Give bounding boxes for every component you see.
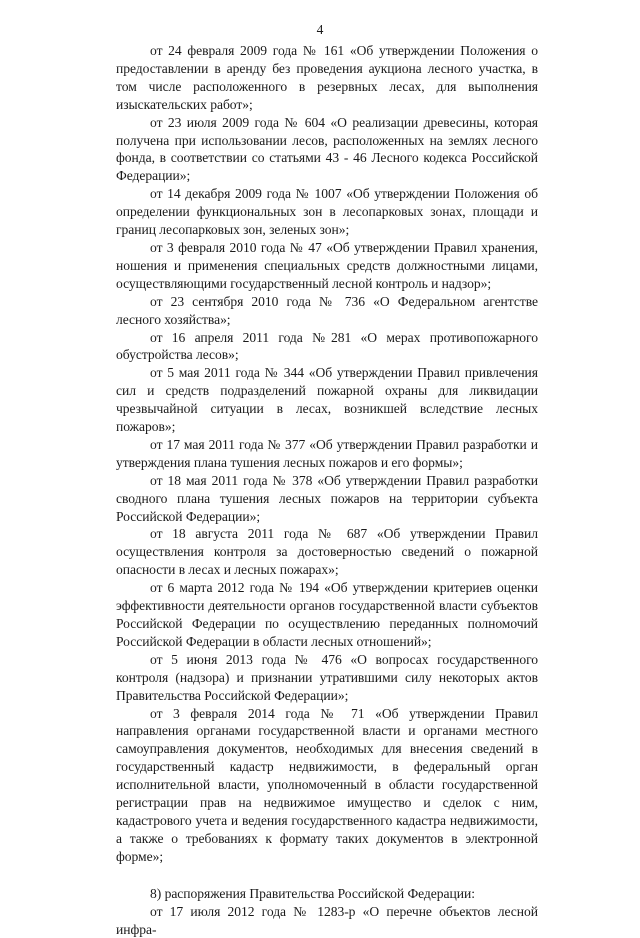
list-item: от 14 декабря 2009 года № 1007 «Об утверждении Положения об определении функциональных зон в лесопарковых зонах, площади и границ лесопарковых зон, зеленых зон»; xyxy=(116,186,538,238)
list-item: от 5 июня 2013 года № 476 «О вопросах государственного контроля (надзора) и признании утратившими силу некоторых актов Правительства Российской Федерации»; xyxy=(116,651,538,703)
list-item: от 3 февраля 2014 года № 71 «Об утверждении Правил направления органами государственной власти и органами местного самоуправления документов, необходимых для внесения сведений в государственный кадастр недвижимости, в федеральный орган исполнительной власти, уполномоченный в области государственной регистрации прав на недвижимое имущество и сделок с ним, кадастрового учета и ведения государственного кадастра недвижимости, а также о требованиях к формату таких документов в электронной форме»; xyxy=(116,705,538,864)
list-item: от 5 мая 2011 года № 344 «Об утверждении Правил привлечения сил и средств подразделений пожарной охраны для ликвидации чрезвычайной ситуации в лесах, возникшей вследствие лесных пожаров»; xyxy=(116,365,538,435)
list-item: от 16 апреля 2011 года №281 «О мерах противопожарного обустройства лесов»; xyxy=(116,329,538,363)
list-item: от 17 мая 2011 года № 377 «Об утверждении Правил разработки и утверждения плана тушения лесных пожаров и его формы»; xyxy=(116,436,538,470)
list-item: от 23 июля 2009 года № 604 «О реализации древесины, которая получена при использовании лесов, расположенных на землях лесного фонда, в соответствии со статьями 43 - 46 Лесного кодекса Российской Федерации»; xyxy=(116,114,538,184)
list-item: от 3 февраля 2010 года № 47 «Об утверждении Правил хранения, ношения и применения специальных средств должностными лицами, осуществляющими государственный лесной контроль и надзор»; xyxy=(116,239,538,291)
list-item: от 17 июля 2012 года № 1283-р «О перечне объектов лесной инфра- xyxy=(116,903,538,937)
page-number: 4 xyxy=(316,22,324,37)
document-body xyxy=(116,42,538,938)
section-heading: 8) распоряжения Правительства Российской Федерации: xyxy=(150,885,475,901)
list-item: от 6 марта 2012 года № 194 «Об утверждении критериев оценки эффективности деятельности органов государственной власти субъектов Российской Федерации по осуществлению переданных полномочий Российской Федерации в области лесных отношений»; xyxy=(116,580,538,649)
list-item: от 18 мая 2011 года № 378 «Об утверждении Правил разработки сводного плана тушения лесных пожаров на территории субъекта Российской Федерации»; xyxy=(116,472,538,524)
list-item: от 24 февраля 2009 года № 161 «Об утверждении Положения о предоставлении в аренду без проведения аукциона лесного участка, в том числе расположенного в резервных лесах, для выполнения изыскательских работ»; xyxy=(116,43,538,112)
list-item: от 23 сентября 2010 года № 736 «О Федеральном агентстве лесного хозяйства»; xyxy=(116,293,538,327)
list-item: от 18 августа 2011 года № 687 «Об утверждении Правил осуществления контроля за достоверностью сведений о пожарной опасности в лесах и лесных пожарах»; xyxy=(116,526,538,578)
